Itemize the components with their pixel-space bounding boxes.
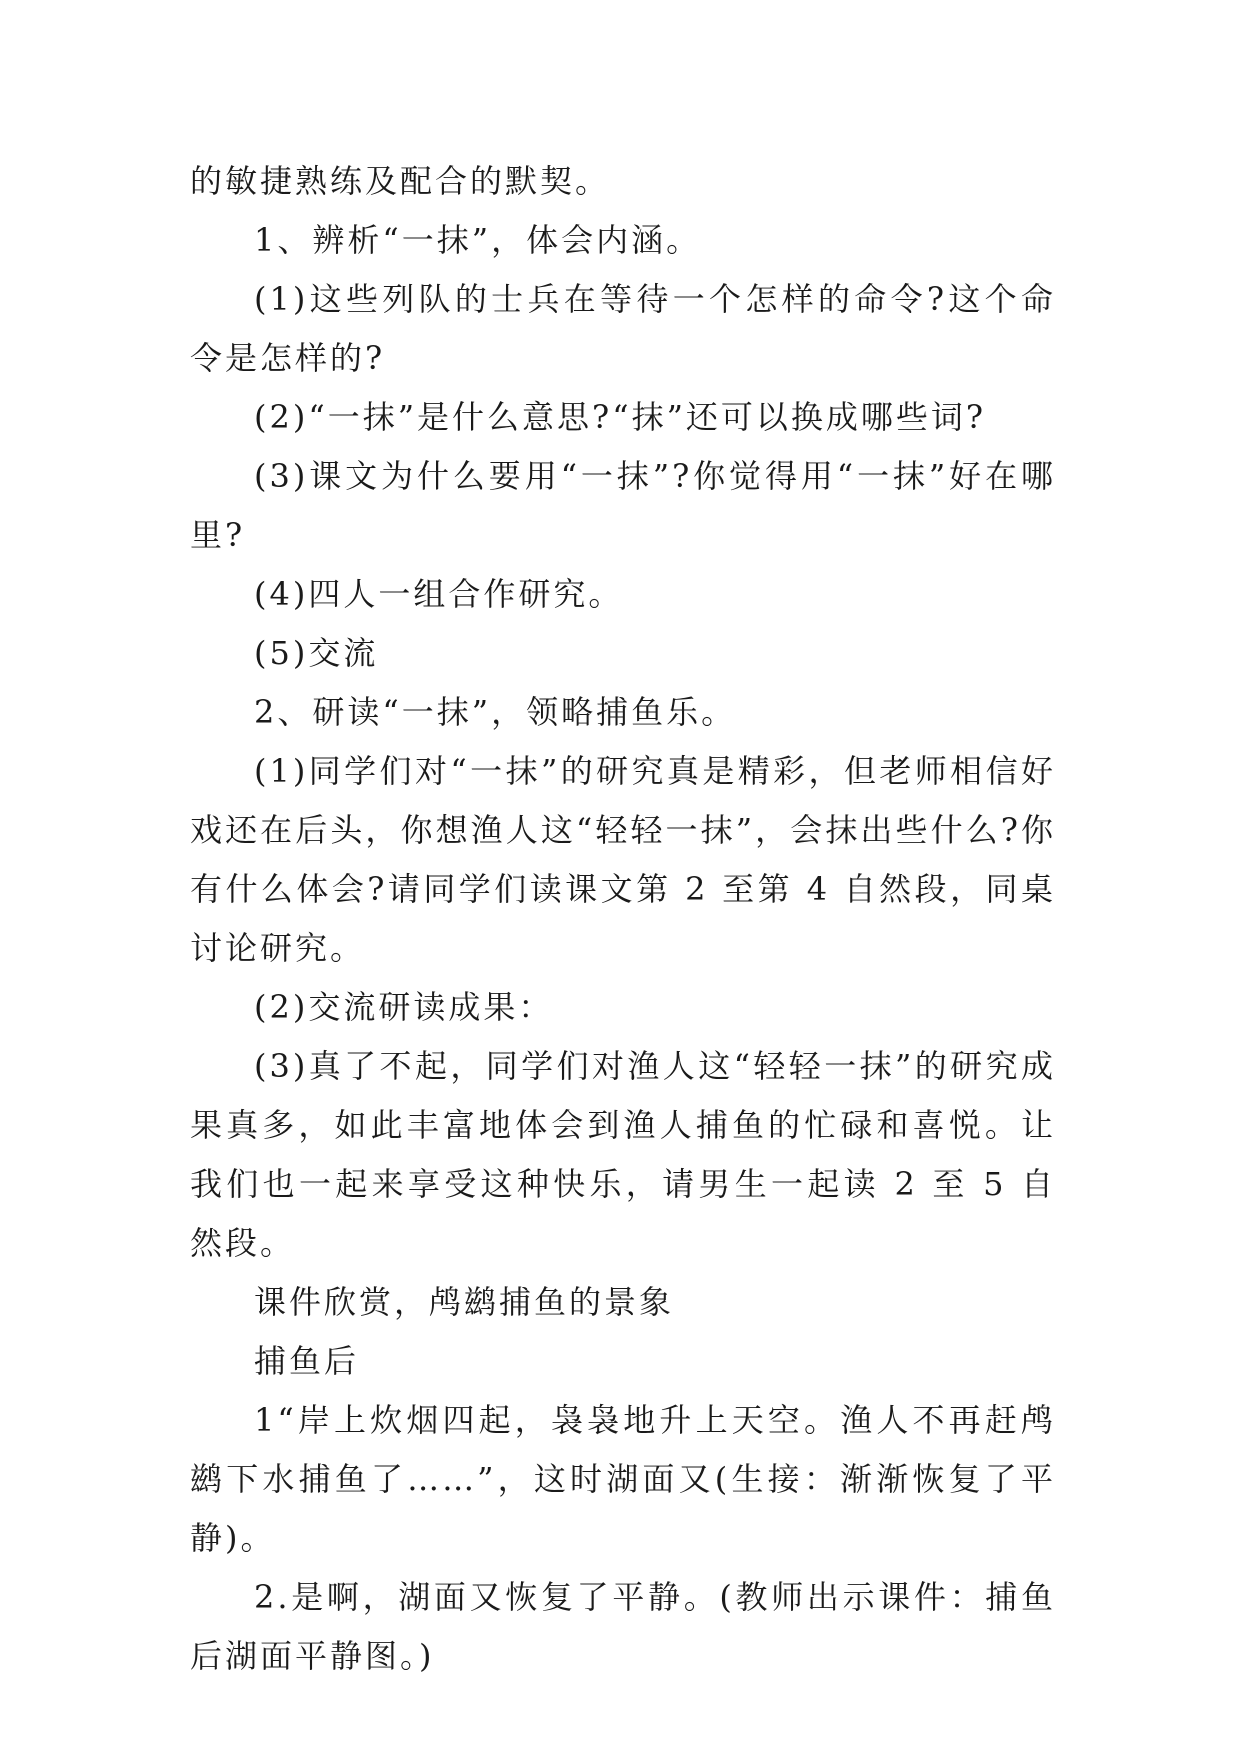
document-body xyxy=(190,152,1056,1686)
paragraph-after-fishing-2: 2.是啊，湖面又恢复了平静。(教师出示课件：捕鱼后湖面平静图。) xyxy=(190,1578,1056,1675)
paragraph-courseware-note: 课件欣赏，鸬鹚捕鱼的景象 xyxy=(254,1283,675,1321)
paragraph-question-1: (1)这些列队的士兵在等待一个怎样的命令?这个命令是怎样的? xyxy=(190,280,1056,377)
paragraph-after-fishing-1: 1“岸上炊烟四起，袅袅地升上天空。渔人不再赶鸬鹚下水捕鱼了……”，这时湖面又(生接：渐渐恢复了平静)。 xyxy=(190,1401,1056,1557)
paragraph-step-4: (4)四人一组合作研究。 xyxy=(254,575,624,613)
paragraph-continuation: 的敏捷熟练及配合的默契。 xyxy=(190,162,611,200)
paragraph-section-2-step-2: (2)交流研读成果： xyxy=(254,988,554,1026)
paragraph-question-3: (3)课文为什么要用“一抹”?你觉得用“一抹”好在哪里? xyxy=(190,457,1056,554)
paragraph-section-2-step-1: (1)同学们对“一抹”的研究真是精彩，但老师相信好戏还在后头，你想渔人这“轻轻一抹”，会抹出些什么?你有什么体会?请同学们读课文第 2 至第 4 自然段，同桌讨论研究。 xyxy=(190,752,1056,967)
paragraph-section-2-step-3: (3)真了不起，同学们对渔人这“轻轻一抹”的研究成果真多，如此丰富地体会到渔人捕鱼的忙碌和喜悦。让我们也一起来享受这种快乐，请男生一起读 2 至 5 自然段。 xyxy=(190,1047,1056,1262)
paragraph-after-fishing-heading: 捕鱼后 xyxy=(254,1342,360,1380)
paragraph-step-5: (5)交流 xyxy=(254,634,379,672)
paragraph-section-1-heading: 1、辨析“一抹”，体会内涵。 xyxy=(254,221,702,259)
paragraph-question-2: (2)“一抹”是什么意思?“抹”还可以换成哪些词? xyxy=(254,398,987,436)
paragraph-section-2-heading: 2、研读“一抹”，领略捕鱼乐。 xyxy=(254,693,737,731)
